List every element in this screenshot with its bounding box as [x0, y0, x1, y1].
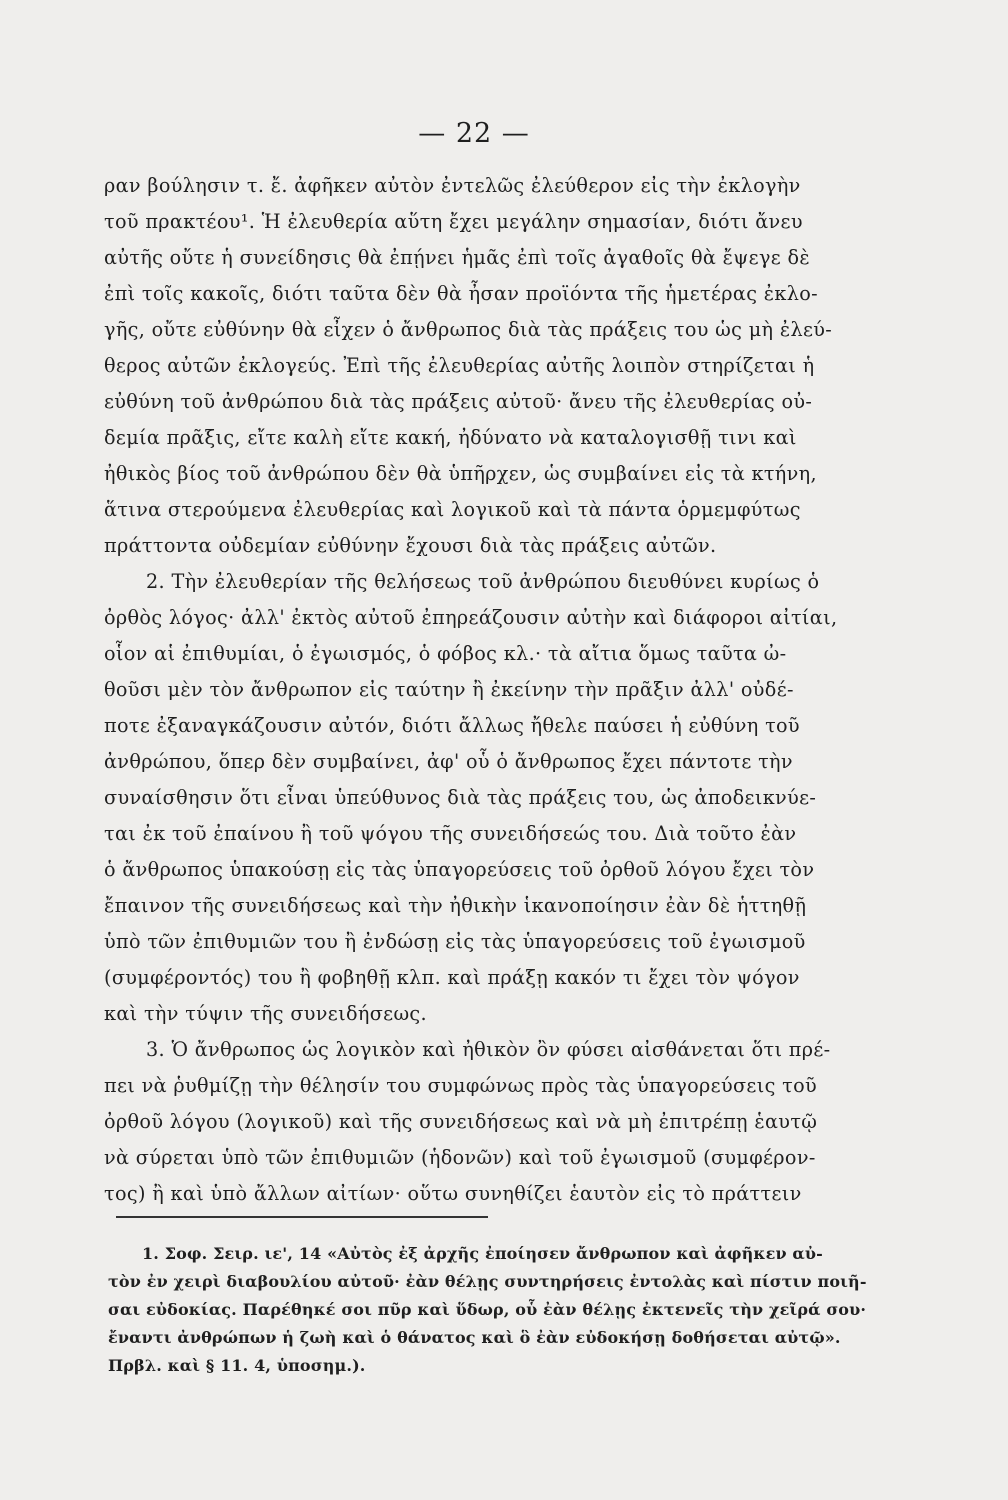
paragraph-start-line: 3. Ὁ ἄνθρωπος ὡς λογικὸν καὶ ἠθικὸν ὂν φύσει αἰσθάνεται ὅτι πρέ- [146, 1038, 831, 1061]
text-line: ραν βούλησιν τ. ἔ. ἀφῆκεν αὐτὸν ἐντελῶς ἐλεύθερον εἰς τὴν ἐκλογὴν [104, 174, 801, 197]
footnote-line: τὸν ἐν χειρὶ διαβουλίου αὐτοῦ· ἐὰν θέλῃς συντηρήσεις ἐντολὰς καὶ πίστιν ποιῆ- [108, 1272, 867, 1291]
text-line: θερος αὐτῶν ἐκλογεύς. Ἐπὶ τῆς ἐλευθερίας αὐτῆς λοιπὸν στηρίζεται ἡ [104, 354, 815, 377]
paragraph-start-line: 2. Τὴν ἐλευθερίαν τῆς θελήσεως τοῦ ἀνθρώπου διευθύνει κυρίως ὁ [146, 570, 820, 593]
footnote-block [108, 1240, 908, 1380]
footnote-line: ἔναντι ἀνθρώπων ἡ ζωὴ καὶ ὁ θάνατος καὶ ὃ ἐὰν εὐδοκήσῃ δοθήσεται αὐτῷ». [108, 1328, 841, 1347]
text-line: ἅτινα στερούμενα ἐλευθερίας καὶ λογικοῦ καὶ τὰ πάντα ὁρμεμφύτως [104, 498, 801, 521]
text-line: εὐθύνη τοῦ ἀνθρώπου διὰ τὰς πράξεις αὐτοῦ· ἄνευ τῆς ἐλευθερίας οὐ- [104, 390, 813, 413]
text-line: ἐπὶ τοῖς κακοῖς, διότι ταῦτα δὲν θὰ ἦσαν προϊόντα τῆς ἡμετέρας ἐκλο- [104, 282, 818, 305]
text-line: ται ἐκ τοῦ ἐπαίνου ἢ τοῦ ψόγου τῆς συνειδήσεώς του. Διὰ τοῦτο ἐὰν [104, 822, 797, 845]
text-line: πράττοντα οὐδεμίαν εὐθύνην ἔχουσι διὰ τὰς πράξεις αὐτῶν. [104, 534, 717, 557]
footnote-divider [116, 1216, 488, 1218]
text-line: θοῦσι μὲν τὸν ἄνθρωπον εἰς ταύτην ἢ ἐκείνην τὴν πρᾶξιν ἀλλ' οὐδέ- [104, 678, 794, 701]
text-line: καὶ τὴν τύψιν τῆς συνειδήσεως. [104, 1002, 427, 1025]
text-line: ἠθικὸς βίος τοῦ ἀνθρώπου δὲν θὰ ὑπῆρχεν, ὡς συμβαίνει εἰς τὰ κτήνη, [104, 462, 817, 485]
footnote-line: σαι εὐδοκίας. Παρέθηκέ σοι πῦρ καὶ ὕδωρ, οὗ ἐὰν θέλῃς ἐκτενεῖς τὴν χεῖρά σου· [108, 1300, 867, 1319]
text-line: ὑπὸ τῶν ἐπιθυμιῶν του ἢ ἐνδώσῃ εἰς τὰς ὑπαγορεύσεις τοῦ ἐγωισμοῦ [104, 930, 806, 953]
text-line: πει νὰ ῥυθμίζῃ τὴν θέλησίν του συμφώνως πρὸς τὰς ὑπαγορεύσεις τοῦ [104, 1074, 818, 1097]
text-line: τος) ἢ καὶ ὑπὸ ἄλλων αἰτίων· οὕτω συνηθίζει ἑαυτὸν εἰς τὸ πράττειν [104, 1182, 802, 1205]
text-line: ὁ ἄνθρωπος ὑπακούσῃ εἰς τὰς ὑπαγορεύσεις τοῦ ὀρθοῦ λόγου ἔχει τὸν [104, 858, 815, 881]
footnote-line: 1. Σοφ. Σειρ. ιε', 14 «Αὐτὸς ἐξ ἀρχῆς ἐποίησεν ἄνθρωπον καὶ ἀφῆκεν αὐ- [142, 1244, 823, 1263]
text-line: ἀνθρώπου, ὅπερ δὲν συμβαίνει, ἀφ' οὗ ὁ ἄνθρωπος ἔχει πάντοτε τὴν [104, 750, 793, 773]
footnote-line: Πρβλ. καὶ § 11. 4, ὑποσημ.). [108, 1356, 366, 1375]
main-text [104, 168, 904, 1212]
text-line: γῆς, οὔτε εὐθύνην θὰ εἶχεν ὁ ἄνθρωπος διὰ τὰς πράξεις του ὡς μὴ ἐλεύ- [104, 318, 833, 341]
page-number: — 22 — [418, 118, 530, 149]
text-line: τοῦ πρακτέου¹. Ἡ ἐλευθερία αὕτη ἔχει μεγάλην σημασίαν, διότι ἄνευ [104, 210, 803, 233]
text-line: ὀρθοῦ λόγου (λογικοῦ) καὶ τῆς συνειδήσεως καὶ νὰ μὴ ἐπιτρέπῃ ἑαυτῷ [104, 1110, 818, 1133]
text-line: αὐτῆς οὔτε ἡ συνείδησις θὰ ἐπῄνει ἡμᾶς ἐπὶ τοῖς ἀγαθοῖς θὰ ἔψεγε δὲ [104, 246, 811, 269]
text-line: ὀρθὸς λόγος· ἀλλ' ἐκτὸς αὐτοῦ ἐπηρεάζουσιν αὐτὴν καὶ διάφοροι αἰτίαι, [104, 606, 838, 629]
text-line: οἷον αἱ ἐπιθυμίαι, ὁ ἐγωισμός, ὁ φόβος κλ.· τὰ αἴτια ὅμως ταῦτα ὠ- [104, 642, 787, 665]
text-line: (συμφέροντός) του ἢ φοβηθῇ κλπ. καὶ πράξῃ κακόν τι ἔχει τὸν ψόγον [104, 966, 800, 989]
text-line: νὰ σύρεται ὑπὸ τῶν ἐπιθυμιῶν (ἡδονῶν) καὶ τοῦ ἐγωισμοῦ (συμφέρον- [104, 1146, 816, 1169]
text-line: ἔπαινον τῆς συνειδήσεως καὶ τὴν ἠθικὴν ἱκανοποίησιν ἐὰν δὲ ἡττηθῇ [104, 894, 807, 917]
text-line: ποτε ἐξαναγκάζουσιν αὐτόν, διότι ἄλλως ἤθελε παύσει ἡ εὐθύνη τοῦ [104, 714, 800, 737]
text-line: συναίσθησιν ὅτι εἶναι ὑπεύθυνος διὰ τὰς πράξεις του, ὡς ἀποδεικνύε- [104, 786, 817, 809]
text-line: δεμία πρᾶξις, εἴτε καλὴ εἴτε κακή, ἠδύνατο νὰ καταλογισθῇ τινι καὶ [104, 426, 797, 449]
